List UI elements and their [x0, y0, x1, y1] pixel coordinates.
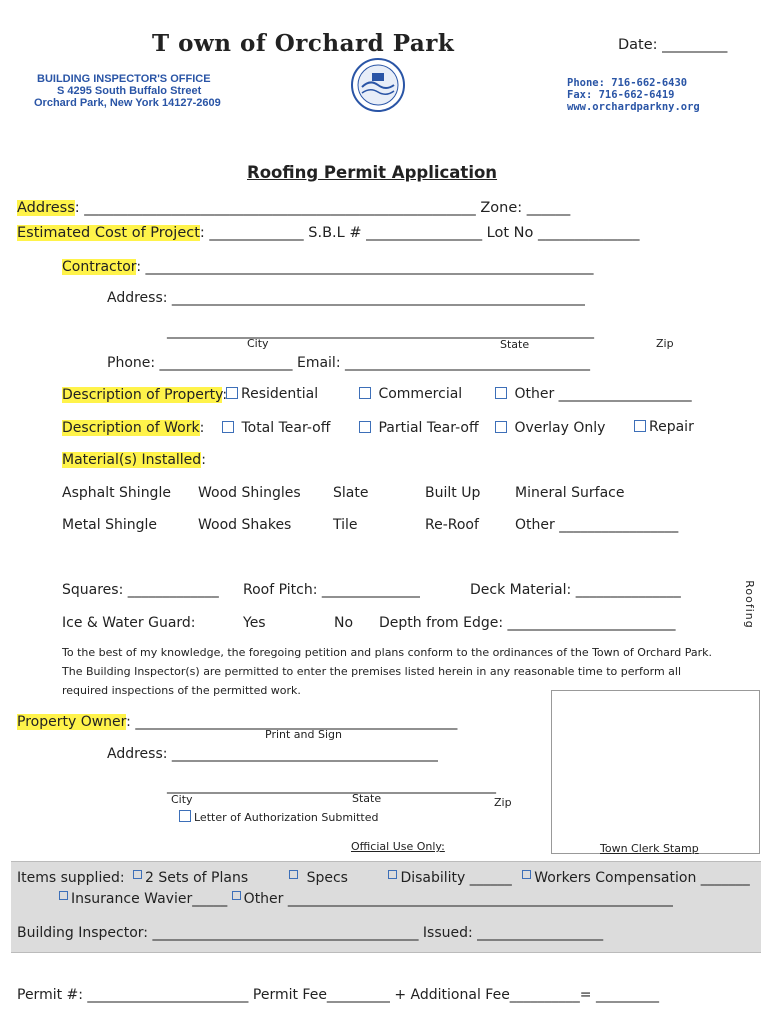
contractor-zip-label: Zip — [656, 337, 674, 350]
owner-label: Property Owner — [17, 714, 127, 730]
address-line[interactable]: : ______________________________________________________ Zone: ______ — [74, 200, 571, 216]
checkbox-icon[interactable] — [495, 421, 507, 433]
material-built-up[interactable]: Built Up — [425, 485, 481, 501]
statement-line-3: required inspections of the permitted work. — [62, 684, 301, 697]
address-row[interactable] — [17, 200, 570, 216]
property-row: Description of Property: — [62, 387, 228, 403]
checkbox-icon[interactable] — [522, 870, 531, 879]
work-row: Description of Work: — [62, 420, 205, 436]
address-label: Address — [17, 200, 75, 216]
letter-authorization-option[interactable]: Letter of Authorization Submitted — [179, 810, 378, 824]
owner-city-line[interactable]: _______________________________________________ — [167, 778, 496, 794]
contractor-phone-email[interactable]: Phone: ___________________ Email: ___________________________________ — [107, 355, 590, 371]
office-street: S 4295 South Buffalo Street — [57, 85, 202, 97]
owner-zip-label: Zip — [494, 796, 512, 809]
checkbox-icon[interactable] — [359, 387, 371, 399]
plans-option[interactable]: 2 Sets of Plans — [145, 870, 249, 886]
contractor-line[interactable]: : ________________________________________________________________ — [136, 259, 594, 275]
workers-comp-option[interactable]: Workers Compensation _______ — [534, 870, 750, 886]
checkbox-icon[interactable] — [133, 870, 142, 879]
town-title: T own of Orchard Park — [152, 30, 455, 57]
material-other[interactable]: Other _________________ — [515, 517, 679, 533]
owner-row[interactable] — [17, 714, 457, 730]
form-title: Roofing Permit Application — [247, 163, 498, 182]
checkbox-icon[interactable] — [388, 870, 397, 879]
disability-option[interactable]: Disability ______ — [400, 870, 512, 886]
items-supplied-row — [17, 870, 750, 886]
clerk-stamp-box — [551, 690, 760, 854]
contractor-label: Contractor — [62, 259, 137, 275]
contractor-city-label: City — [247, 337, 269, 350]
specs-option[interactable]: Specs — [306, 870, 348, 886]
statement-line-2: The Building Inspector(s) are permitted to enter the premises listed herein in any reasonable time to perform all — [62, 665, 682, 678]
date-field[interactable]: Date: _________ — [618, 37, 728, 53]
checkbox-icon[interactable] — [232, 891, 241, 900]
inspector-issued-row[interactable]: Building Inspector: ______________________________________ Issued: __________________ — [17, 925, 604, 941]
partial-tearoff-option[interactable]: Partial Tear-off — [359, 420, 479, 436]
items-supplied-label: Items supplied: — [17, 870, 125, 886]
material-tile[interactable]: Tile — [333, 517, 358, 533]
material-wood-shakes[interactable]: Wood Shakes — [198, 517, 292, 533]
checkbox-icon[interactable] — [222, 421, 234, 433]
commercial-option[interactable]: Commercial — [359, 386, 462, 402]
cost-line[interactable]: : _____________ S.B.L # ________________ Lot No ______________ — [199, 225, 640, 241]
items-supplied-row-2 — [59, 891, 673, 907]
owner-address[interactable]: Address: ______________________________________ — [107, 746, 438, 762]
permit-fee-row[interactable]: Permit #: _______________________ Permit Fee_________ + Additional Fee__________= _________ — [17, 987, 659, 1003]
contractor-state-label: State — [500, 338, 530, 351]
overlay-option[interactable]: Overlay Only — [495, 420, 605, 436]
material-mineral[interactable]: Mineral Surface — [515, 485, 625, 501]
residential-option[interactable]: Residential — [226, 386, 318, 402]
depth-edge-field[interactable]: Depth from Edge: ________________________ — [379, 615, 676, 631]
materials-row: Material(s) Installed: — [62, 452, 206, 468]
contractor-address[interactable]: Address: ___________________________________________________________ — [107, 290, 585, 306]
work-label: Description of Work — [62, 420, 200, 436]
checkbox-icon[interactable] — [634, 420, 646, 432]
checkbox-icon[interactable] — [59, 891, 68, 900]
office-city: Orchard Park, New York 14127-2609 — [34, 97, 221, 109]
owner-line[interactable]: : ______________________________________________ — [126, 714, 458, 730]
statement-line-1: To the best of my knowledge, the foregoing petition and plans conform to the ordinances of the Town of Orchard Park. — [62, 646, 713, 659]
town-seal-logo — [350, 57, 406, 113]
owner-state-label: State — [352, 792, 382, 805]
contractor-city-line[interactable]: _____________________________________________________________ — [167, 323, 594, 339]
office-fax: Fax: 716-662-6419 — [567, 89, 675, 101]
clerk-stamp-label: Town Clerk Stamp — [600, 842, 699, 855]
repair-option[interactable]: Repair — [634, 419, 694, 435]
squares-field[interactable]: Squares: _____________ — [62, 582, 219, 598]
roofing-side-label: Roofing — [742, 580, 756, 629]
other-supplied-option[interactable]: Other _______________________________________________________ — [243, 891, 673, 907]
cost-row[interactable] — [17, 225, 640, 241]
material-metal[interactable]: Metal Shingle — [62, 517, 158, 533]
office-website: www.orchardparkny.org — [567, 101, 700, 113]
checkbox-icon[interactable] — [359, 421, 371, 433]
ice-water-no[interactable]: No — [334, 615, 354, 631]
ice-water-label: Ice & Water Guard: — [62, 615, 196, 631]
ice-water-yes[interactable]: Yes — [243, 615, 266, 631]
checkbox-icon[interactable] — [495, 387, 507, 399]
official-use-label: Official Use Only: — [351, 840, 445, 853]
checkbox-icon[interactable] — [226, 387, 238, 399]
cost-label: Estimated Cost of Project — [17, 225, 200, 241]
office-name: BUILDING INSPECTOR'S OFFICE — [37, 73, 211, 85]
roof-pitch-field[interactable]: Roof Pitch: ______________ — [243, 582, 420, 598]
material-asphalt[interactable]: Asphalt Shingle — [62, 485, 171, 501]
deck-material-field[interactable]: Deck Material: _______________ — [470, 582, 681, 598]
owner-city-label: City — [171, 793, 193, 806]
checkbox-icon[interactable] — [289, 870, 298, 879]
material-wood-shingles[interactable]: Wood Shingles — [198, 485, 301, 501]
property-other-option[interactable]: Other ___________________ — [495, 386, 692, 402]
contractor-row[interactable] — [62, 259, 593, 275]
checkbox-icon[interactable] — [179, 810, 191, 822]
total-tearoff-option[interactable]: Total Tear-off — [222, 420, 330, 436]
office-phone: Phone: 716-662-6430 — [567, 77, 688, 89]
insurance-option[interactable]: Insurance Wavier_____ — [71, 891, 228, 907]
materials-label: Material(s) Installed — [62, 452, 202, 468]
print-sign-label: Print and Sign — [265, 728, 342, 741]
material-slate[interactable]: Slate — [333, 485, 369, 501]
property-label: Description of Property — [62, 387, 223, 403]
material-reroof[interactable]: Re-Roof — [425, 517, 479, 533]
